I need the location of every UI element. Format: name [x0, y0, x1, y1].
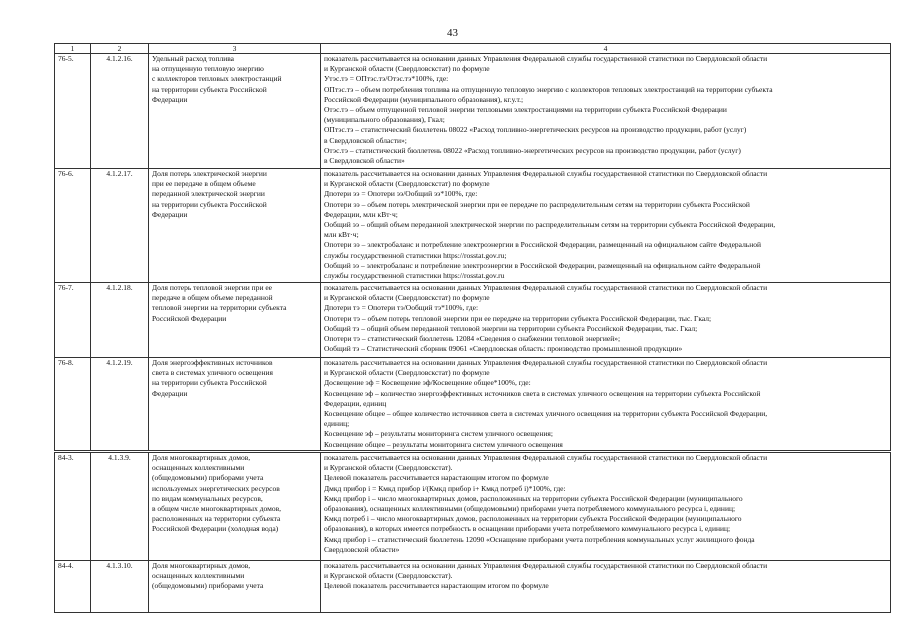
calculation-method-line: Опотери тэ – статистический бюллетень 12084 «Сведения о снабжении тепловой энергией»; — [324, 334, 621, 344]
calculation-method-line: показатель рассчитывается на основании данных Управления Федеральной службы государственной статистики по Свердловской области — [324, 169, 768, 178]
calculation-method-line: Ообщий ээ – общий объем переданной электрической энергии по распределительным сетям на территории субъекта Российской Федерации, — [324, 220, 776, 230]
calculation-method-line: показатель рассчитывается на основании данных Управления Федеральной службы государственной статистики по Свердловской области — [324, 453, 768, 462]
row-number: 76-5. — [55, 54, 91, 169]
row-number: 84-3. — [55, 452, 91, 561]
indicator-name-line: Федерации — [152, 94, 188, 104]
indicator-name-line: на территории субъекта Российской — [152, 84, 267, 94]
calculation-method-line: службы государственной статистики https://rosstat.gov.ru — [324, 271, 505, 281]
indicator-name-line: (общедомовыми) приборами учета — [152, 473, 264, 483]
calculation-method — [321, 169, 891, 283]
calculation-method-line: Российской Федерации (муниципального образования), кг.у.т.; — [324, 94, 524, 104]
calculation-method — [321, 54, 891, 169]
header-col-1: 1 — [55, 44, 91, 54]
indicator-name-line: с коллекторов тепловых электростанций — [152, 74, 282, 84]
calculation-method-line: Косвещение общее – результаты мониторинга систем уличного освещения — [324, 439, 563, 449]
table-header-row — [55, 44, 891, 54]
header-col-3: 3 — [149, 44, 321, 54]
calculation-method-line: Дпотери тэ = Опотери тэ/Ообщий тэ*100%, где: — [324, 303, 479, 313]
calculation-method-line: Ообщий ээ – электробаланс и потребление электроэнергии в Российской Федерации, размещенный на официальном сайте Федеральной — [324, 260, 761, 270]
indicator-name-line: Доля многоквартирных домов, — [152, 561, 251, 570]
indicator-name — [149, 452, 321, 561]
indicator-code: 4.1.2.16. — [91, 54, 149, 169]
calculation-method-line: и Курганской области (Свердловскстат). — [324, 463, 453, 473]
indicator-name-line: Удельный расход топлива — [152, 54, 234, 63]
calculation-method-line: Косвещение общее – общее количество источников света в системах уличного освещения на территории субъекта Российской Федерации, — [324, 409, 768, 419]
indicator-name-line: используемых энергетических ресурсов — [152, 483, 280, 493]
indicator-name-line: Доля потерь тепловой энергии при ее — [152, 283, 272, 292]
indicator-code: 4.1.2.17. — [91, 169, 149, 283]
calculation-method-line: и Курганской области (Свердловскстат) по формуле — [324, 64, 490, 74]
row-number: 76-7. — [55, 283, 91, 358]
indicator-name-line: расположенных на территории субъекта — [152, 514, 281, 524]
table-row — [55, 54, 891, 169]
indicator-name — [149, 358, 321, 452]
indicator-name-line: на отпущенную тепловую энергию — [152, 64, 264, 74]
header-col-4: 4 — [321, 44, 891, 54]
calculation-method-line: Опотери ээ – электробаланс и потребление электроэнергии в Российской Федерации, размещенный на официальном сайте Федеральной — [324, 240, 762, 250]
calculation-method-line: Кмкд потреб i – число многоквартирных домов, расположенных на территории субъекта Российской Федерации (муниципального — [324, 514, 742, 524]
indicator-name-line: по видам коммунальных ресурсов, — [152, 493, 263, 503]
row-number: 76-6. — [55, 169, 91, 283]
indicator-code: 4.1.3.10. — [91, 561, 149, 613]
indicator-name-line: Доля энергоэффективных источников — [152, 358, 273, 367]
indicator-name-line: Российской Федерации — [152, 313, 227, 323]
indicator-code: 4.1.3.9. — [91, 452, 149, 561]
calculation-method-line: образования), в которых имеется потребность в оснащении приборами учета потребляемого коммунального ресурса i, единиц; — [324, 524, 731, 534]
calculation-method-line: показатель рассчитывается на основании данных Управления Федеральной службы государственной статистики по Свердловской области — [324, 358, 768, 367]
calculation-method-line: в Свердловской области» — [324, 156, 405, 166]
indicator-name-line: на территории субъекта Российской — [152, 199, 267, 209]
calculation-method — [321, 358, 891, 452]
indicator-name-line: тепловой энергии на территории субъекта — [152, 303, 287, 313]
calculation-method-line: и Курганской области (Свердловскстат) по формуле — [324, 293, 490, 303]
calculation-method-line: Дмкд прибор i = Кмкд прибор i/(Кмкд прибор i+ Кмкд потреб i)*100%, где: — [324, 483, 566, 493]
calculation-method-line: Федерации, млн кВт·ч; — [324, 209, 398, 219]
calculation-method-line: Опотери тэ – объем потерь тепловой энергии при ее передаче на территории субъекта Российской Федерации, тыс. Гкал; — [324, 313, 712, 323]
indicator-name-line: оснащенных коллективными — [152, 463, 245, 473]
calculation-method-line: службы государственной статистики https://rosstat.gov.ru; — [324, 250, 507, 260]
indicator-name-line: передаче в общем объеме переданной — [152, 293, 273, 303]
indicator-name-line: при ее передаче в общем объеме — [152, 179, 256, 189]
calculation-method-line: млн кВт·ч; — [324, 230, 359, 240]
calculation-method-line: Дпотери ээ = Опотери ээ/Ообщий ээ*100%, где: — [324, 189, 478, 199]
calculation-method-line: Целевой показатель рассчитывается нарастающим итогом по формуле — [324, 473, 549, 483]
indicator-code: 4.1.2.19. — [91, 358, 149, 452]
calculation-method-line: единиц; — [324, 419, 350, 429]
indicator-name — [149, 283, 321, 358]
calculation-method-line: в Свердловской области»; — [324, 135, 407, 145]
calculation-method-line: Утэс.тэ = ОПтэс.тэ/Отэс.тэ*100%, где: — [324, 74, 449, 84]
calculation-method-line: образования), оснащенных коллективными (общедомовыми) приборами учета потребляемого коммунального ресурса i, единиц; — [324, 504, 736, 514]
calculation-method-line: Кмкд прибор i – статистический бюллетень 12090 «Оснащение приборами учета потребления коммунальных услуг жилищного фонда — [324, 534, 755, 544]
calculation-method-line: Отэс.тэ – объем отпущенной тепловой энергии тепловыми электростанциями на территории субъекта Российской Федерации — [324, 105, 727, 115]
row-number: 76-8. — [55, 358, 91, 452]
indicator-name-line: оснащенных коллективными — [152, 571, 245, 581]
calculation-method-line: Ообщий тэ – Статистический сборник 09061 «Свердловская область: производство промышленной продукции» — [324, 344, 683, 354]
calculation-method-line: ОПтэс.тэ – статистический бюллетень 08022 «Расход топливно-энергетических ресурсов на производство продукции, работ (услуг) — [324, 125, 747, 135]
calculation-method-line: Косвещение эф – результаты мониторинга систем уличного освещения; — [324, 429, 553, 439]
header-col-2: 2 — [91, 44, 149, 54]
calculation-method-line: и Курганской области (Свердловскстат) по формуле — [324, 179, 490, 189]
indicators-table — [54, 43, 891, 613]
calculation-method-line: ОПтэс.тэ – объем потребления топлива на отпущенную тепловую энергию с коллекторов тепловых электростанций на территории субъекта — [324, 84, 773, 94]
calculation-method-line: Целевой показатель рассчитывается нарастающим итогом по формуле — [324, 581, 549, 591]
calculation-method-line: и Курганской области (Свердловскстат). — [324, 571, 453, 581]
calculation-method-line: Косвещение эф – количество энергоэффективных источников света в системах уличного освещения на территории субъекта Российской — [324, 388, 761, 398]
calculation-method — [321, 452, 891, 561]
row-number: 84-4. — [55, 561, 91, 613]
indicator-name-line: Доля многоквартирных домов, — [152, 453, 251, 462]
calculation-method-line: Федерации, единиц — [324, 398, 387, 408]
calculation-method-line: показатель рассчитывается на основании данных Управления Федеральной службы государственной статистики по Свердловской области — [324, 561, 768, 570]
calculation-method-line: Кмкд прибор i – число многоквартирных домов, расположенных на территории субъекта Российской Федерации (муниципального — [324, 493, 743, 503]
table-row — [55, 452, 891, 561]
calculation-method-line: Свердловской области» — [324, 544, 400, 554]
table-row — [55, 283, 891, 358]
calculation-method-line: показатель рассчитывается на основании данных Управления Федеральной службы государственной статистики по Свердловской области — [324, 283, 768, 292]
indicator-name — [149, 54, 321, 169]
indicator-name-line: света в системах уличного освещения — [152, 368, 273, 378]
indicator-name-line: Российской Федерации (холодная вода) — [152, 524, 279, 534]
indicator-name-line: переданной электрической энергии — [152, 189, 265, 199]
indicator-name-line: Доля потерь электрической энергии — [152, 169, 267, 178]
calculation-method — [321, 561, 891, 613]
table-row — [55, 358, 891, 452]
calculation-method-line: и Курганской области (Свердловскстат) по формуле — [324, 368, 490, 378]
calculation-method-line: Отэс.тэ – статистический бюллетень 08022 «Расход топливно-энергетических ресурсов на производство продукции, работ (услуг) — [324, 145, 741, 155]
calculation-method-line: (муниципального образования), Гкал; — [324, 115, 445, 125]
indicator-name-line: в общем числе многоквартирных домов, — [152, 504, 282, 514]
indicator-name — [149, 561, 321, 613]
indicator-name-line: на территории субъекта Российской — [152, 378, 267, 388]
indicator-name — [149, 169, 321, 283]
table-row — [55, 169, 891, 283]
table-body — [55, 44, 891, 613]
calculation-method — [321, 283, 891, 358]
calculation-method-line: Опотери ээ – объем потерь электрической энергии при ее передаче по распределительным сетям на территории субъекта Российской — [324, 199, 750, 209]
indicator-code: 4.1.2.18. — [91, 283, 149, 358]
indicator-name-line: Федерации — [152, 388, 188, 398]
calculation-method-line: Досвещение эф = Косвещение эф/Косвещение общее*100%, где: — [324, 378, 531, 388]
calculation-method-line: показатель рассчитывается на основании данных Управления Федеральной службы государственной статистики по Свердловской области — [324, 54, 768, 63]
indicator-name-line: (общедомовыми) приборами учета — [152, 581, 264, 591]
indicator-name-line: Федерации — [152, 209, 188, 219]
calculation-method-line: Ообщий тэ – общий объем переданной тепловой энергии на территории субъекта Российской Федерации, тыс. Гкал; — [324, 323, 698, 333]
table-row — [55, 561, 891, 613]
page-number: 43 — [447, 27, 458, 39]
